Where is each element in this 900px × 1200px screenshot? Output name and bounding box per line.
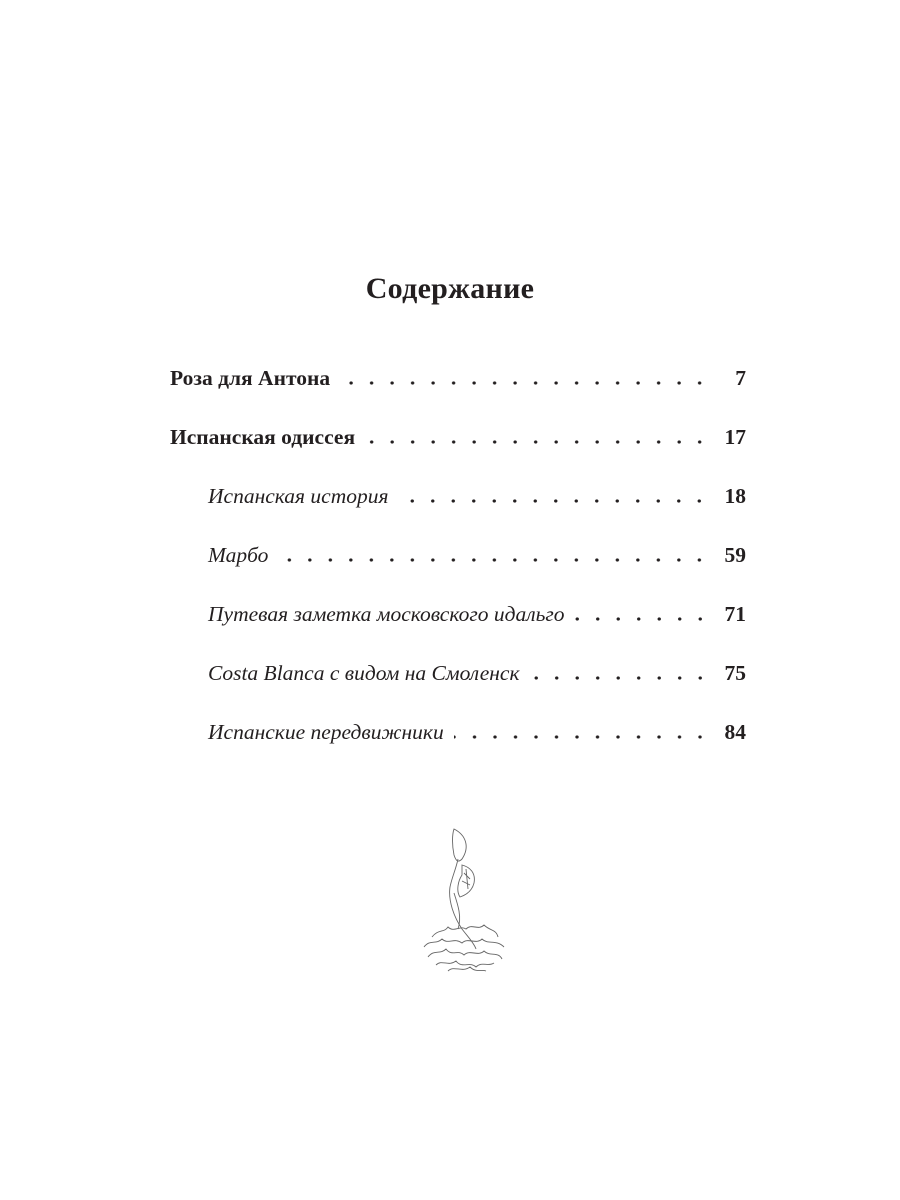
page-title: Содержание [365,272,535,305]
toc-page-number: 75 [724,661,746,685]
dot-leader [365,440,710,444]
toc-subentry[interactable] [170,720,746,779]
dot-leader [278,558,710,562]
toc-entry-title: Испанские передвижники [208,720,444,744]
dot-leader [398,499,710,503]
toc-subentry[interactable] [170,484,746,543]
toc-entry-title: Роза для Антона [170,366,331,390]
toc-subentry[interactable] [170,661,746,720]
toc-entry-title: Испанская одиссея [170,425,356,449]
flamenco-dancer-ornament [418,825,510,975]
toc-subentry[interactable] [170,543,746,602]
toc-page-number: 18 [724,484,746,508]
dot-leader [454,735,710,739]
toc-page-number: 17 [724,425,746,449]
toc-subentry[interactable] [170,602,746,661]
toc-page-number: 59 [724,543,746,567]
toc-page-number: 84 [724,720,746,744]
toc-entry-title: Испанская история [208,484,389,508]
dot-leader [530,676,710,680]
toc-entry[interactable] [170,366,746,425]
dot-leader [340,381,710,385]
dot-leader [575,617,710,621]
toc-page-number: 7 [735,366,746,390]
toc-entry-title: Путевая заметка московского идальго [208,602,565,626]
toc-entry[interactable] [170,425,746,484]
toc-page-number: 71 [724,602,746,626]
toc-entry-title: Costa Blanca с видом на Смоленск [208,661,520,685]
toc-entry-title: Марбо [208,543,269,567]
table-of-contents [170,366,746,779]
